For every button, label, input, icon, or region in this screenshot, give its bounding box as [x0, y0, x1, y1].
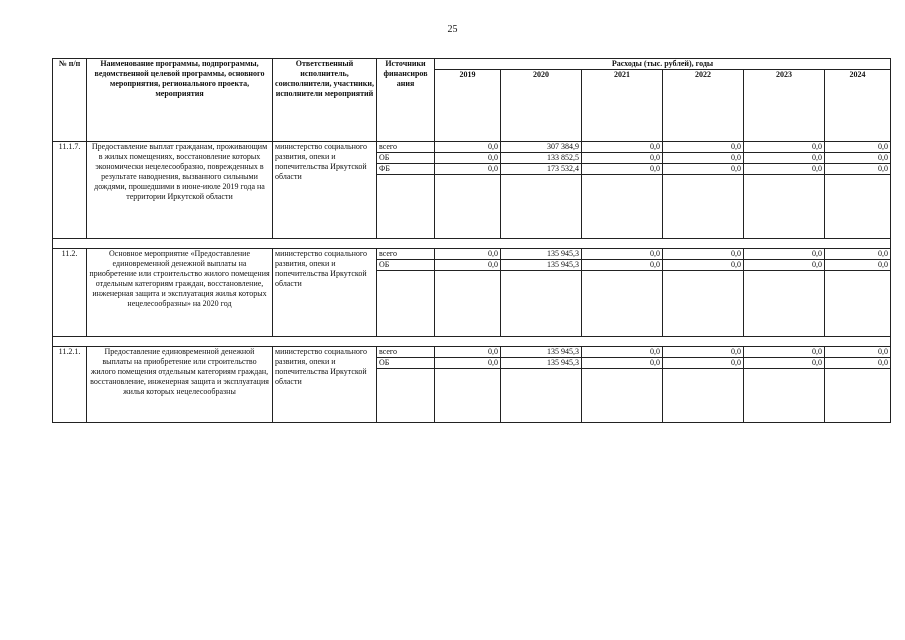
header-row-1 — [53, 59, 891, 70]
source-cell: ОБ — [377, 153, 435, 164]
value-cell: 0,0 — [825, 153, 891, 164]
value-cell: 0,0 — [582, 347, 663, 358]
value-cell: 0,0 — [435, 142, 501, 153]
header-expenses: Расходы (тыс. рублей), годы — [435, 59, 891, 70]
value-cell: 0,0 — [744, 260, 825, 271]
table-row — [53, 142, 891, 153]
source-cell: всего — [377, 347, 435, 358]
value-cell: 133 852,5 — [501, 153, 582, 164]
value-cell: 0,0 — [663, 153, 744, 164]
table-row — [53, 347, 891, 358]
value-cell: 0,0 — [744, 164, 825, 175]
source-cell: ОБ — [377, 260, 435, 271]
table-row — [53, 249, 891, 260]
value-cell: 0,0 — [582, 358, 663, 369]
source-cell: ФБ — [377, 164, 435, 175]
value-cell: 0,0 — [663, 164, 744, 175]
value-cell: 0,0 — [825, 142, 891, 153]
value-cell: 0,0 — [825, 358, 891, 369]
value-cell: 0,0 — [435, 358, 501, 369]
value-cell: 0,0 — [582, 164, 663, 175]
value-cell: 0,0 — [744, 347, 825, 358]
value-cell: 135 945,3 — [501, 358, 582, 369]
source-cell: всего — [377, 142, 435, 153]
value-cell: 0,0 — [825, 164, 891, 175]
value-cell: 0,0 — [663, 260, 744, 271]
row-number: 11.2. — [53, 249, 87, 337]
value-cell: 307 384,9 — [501, 142, 582, 153]
value-cell: 135 945,3 — [501, 249, 582, 260]
value-cell: 0,0 — [825, 260, 891, 271]
expenses-table — [52, 58, 891, 423]
header-year: 2020 — [501, 70, 582, 142]
value-cell: 0,0 — [744, 358, 825, 369]
value-cell: 173 532,4 — [501, 164, 582, 175]
value-cell: 0,0 — [744, 142, 825, 153]
value-cell: 0,0 — [825, 347, 891, 358]
value-cell: 0,0 — [435, 153, 501, 164]
value-cell: 0,0 — [435, 164, 501, 175]
header-responsible: Ответственный исполнитель, соисполнители, участники, исполнители мероприятий — [273, 59, 377, 142]
row-name: Предоставление выплат гражданам, проживающим в жилых помещениях, восстановление которых экономически нецелесообразно, поврежденных в результате наводнения, вызванного сильными дождями, прошедшими в июне-июле 2019 года на территории Иркутской области — [87, 142, 273, 239]
value-cell: 135 945,3 — [501, 347, 582, 358]
row-responsible: министерство социального развития, опеки и попечительства Иркутской области — [273, 249, 377, 337]
value-cell: 0,0 — [582, 142, 663, 153]
value-cell: 0,0 — [582, 153, 663, 164]
source-cell: всего — [377, 249, 435, 260]
row-responsible: министерство социального развития, опеки и попечительства Иркутской области — [273, 347, 377, 423]
row-number: 11.2.1. — [53, 347, 87, 423]
header-name: Наименование программы, подпрограммы, ведомственной целевой программы, основного мероприятия, регионального проекта, мероприятия — [87, 59, 273, 142]
row-name: Предоставление единовременной денежной выплаты на приобретение или строительство жилого помещения отдельным категориям граждан, восстановление, инженерная защита и эксплуатация жилья которых нецелесообразны — [87, 347, 273, 423]
value-cell: 0,0 — [663, 358, 744, 369]
value-cell: 0,0 — [663, 347, 744, 358]
value-cell: 0,0 — [825, 249, 891, 260]
header-num: № п/п — [53, 59, 87, 142]
value-cell: 0,0 — [744, 249, 825, 260]
value-cell: 135 945,3 — [501, 260, 582, 271]
value-cell: 0,0 — [435, 249, 501, 260]
value-cell: 0,0 — [744, 153, 825, 164]
value-cell: 0,0 — [663, 142, 744, 153]
row-gap — [53, 239, 891, 249]
header-year: 2021 — [582, 70, 663, 142]
header-year: 2022 — [663, 70, 744, 142]
value-cell: 0,0 — [582, 260, 663, 271]
value-cell: 0,0 — [663, 249, 744, 260]
row-gap — [53, 337, 891, 347]
header-source: Источники финансиров ания — [377, 59, 435, 142]
source-cell: ОБ — [377, 358, 435, 369]
header-year: 2023 — [744, 70, 825, 142]
value-cell: 0,0 — [435, 347, 501, 358]
row-responsible: министерство социального развития, опеки и попечительства Иркутской области — [273, 142, 377, 239]
header-year: 2024 — [825, 70, 891, 142]
value-cell: 0,0 — [435, 260, 501, 271]
row-name: Основное мероприятие «Предоставление единовременной денежной выплаты на приобретение или строительство жилого помещения отдельным категориям граждан, восстановление, инженерная защита и эксплуатация жилья которых нецелесообразны» на 2020 год — [87, 249, 273, 337]
header-year: 2019 — [435, 70, 501, 142]
value-cell: 0,0 — [582, 249, 663, 260]
page-number: 25 — [447, 24, 458, 35]
row-number: 11.1.7. — [53, 142, 87, 239]
